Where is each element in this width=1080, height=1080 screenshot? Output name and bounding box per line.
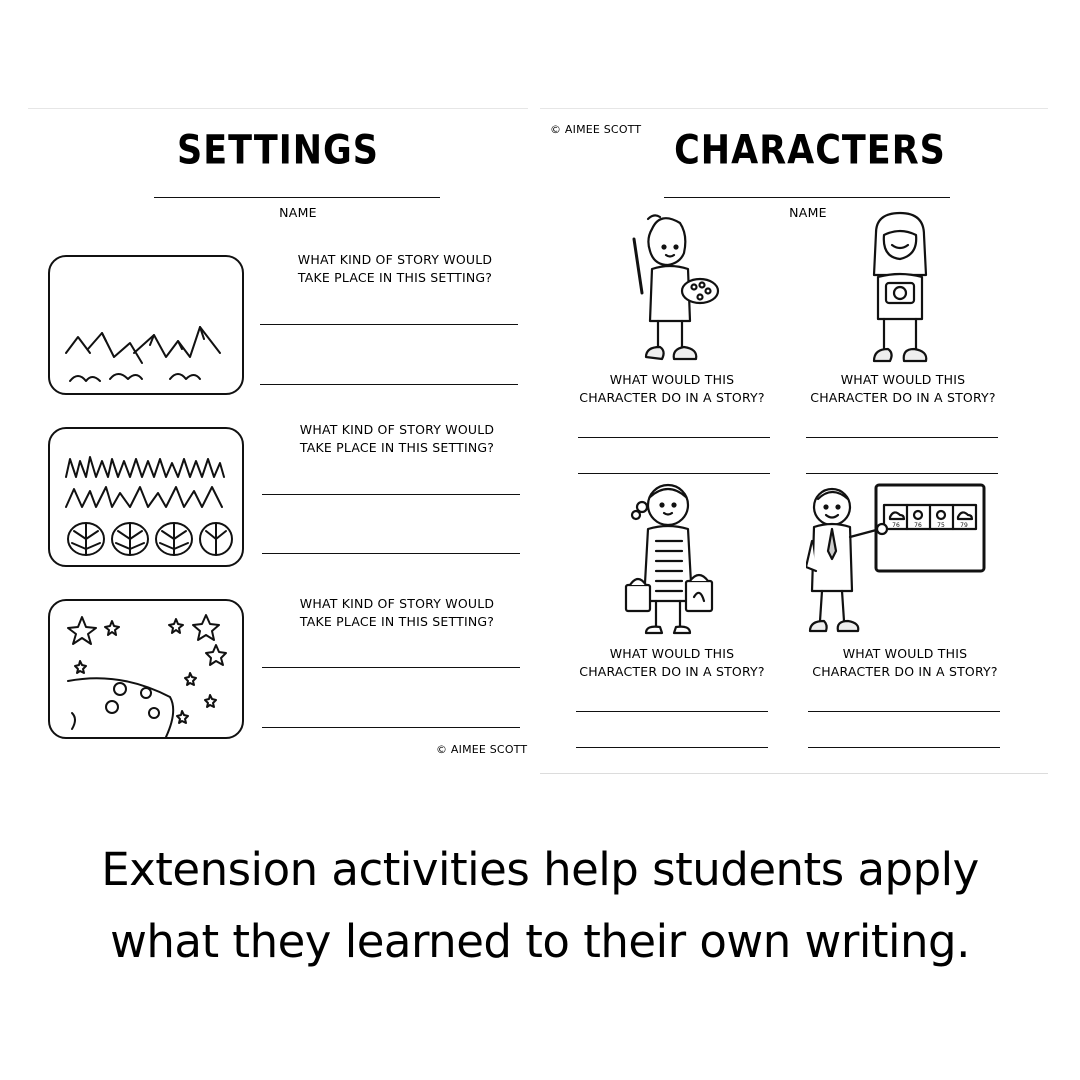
painter-girl-illustration: [612, 209, 722, 369]
question-line-1: WHAT KIND OF STORY WOULD: [299, 596, 495, 611]
answer-line: [262, 667, 520, 668]
name-line: [154, 197, 440, 198]
question-line-1: WHAT KIND OF STORY WOULD: [297, 252, 493, 267]
character-question: [560, 645, 784, 681]
painter-girl-icon: [612, 209, 722, 369]
question-line-1: WHAT WOULD THIS: [609, 372, 735, 387]
answer-line: [806, 437, 998, 438]
answer-line: [576, 711, 768, 712]
setting-question: [260, 251, 530, 287]
answer-line: [806, 473, 998, 474]
question-line-2: CHARACTER DO IN A STORY?: [579, 390, 765, 405]
weatherman-icon: [806, 481, 990, 641]
question-line-1: WHAT WOULD THIS: [842, 646, 968, 661]
question-line-2: CHARACTER DO IN A STORY?: [812, 664, 998, 679]
copyright-text: © AIMEE SCOTT: [436, 743, 528, 756]
answer-line: [262, 553, 520, 554]
photographer-girl-illustration: [848, 211, 948, 371]
question-line-1: WHAT WOULD THIS: [840, 372, 966, 387]
question-line-1: WHAT KIND OF STORY WOULD: [299, 422, 495, 437]
characters-worksheet: [540, 108, 1048, 774]
photographer-girl-icon: [848, 211, 948, 371]
forecast-value: 76: [892, 522, 900, 529]
shopper-girl-illustration: [612, 481, 724, 641]
space-icon: [50, 601, 242, 737]
setting-question: [260, 421, 534, 457]
answer-line: [576, 747, 768, 748]
characters-title: CHARACTERS: [674, 128, 946, 174]
answer-line: [808, 711, 1000, 712]
settings-title: SETTINGS: [177, 128, 379, 174]
mountains-scene: [48, 255, 244, 395]
answer-line: [262, 727, 520, 728]
answer-line: [260, 384, 518, 385]
shopper-girl-icon: [612, 481, 724, 641]
answer-line: [260, 324, 518, 325]
answer-line: [262, 494, 520, 495]
name-line: [664, 197, 950, 198]
question-line-2: CHARACTER DO IN A STORY?: [579, 664, 765, 679]
settings-worksheet: [28, 108, 528, 769]
jungle-icon: [50, 429, 242, 565]
forecast-value: 79: [960, 522, 968, 529]
setting-question: [260, 595, 534, 631]
answer-line: [808, 747, 1000, 748]
name-label: NAME: [279, 205, 317, 220]
caption-line-2: what they learned to their own writing.: [110, 915, 970, 968]
weatherman-illustration: [806, 481, 990, 641]
question-line-2: TAKE PLACE IN THIS SETTING?: [299, 614, 495, 629]
forecast-value: 75: [937, 522, 945, 529]
answer-line: [578, 437, 770, 438]
name-label: NAME: [789, 205, 827, 220]
question-line-1: WHAT WOULD THIS: [609, 646, 735, 661]
character-question: [792, 645, 1018, 681]
jungle-scene: [48, 427, 244, 567]
question-line-2: TAKE PLACE IN THIS SETTING?: [297, 270, 493, 285]
copyright-text: © AIMEE SCOTT: [550, 123, 642, 136]
character-question: [790, 371, 1016, 407]
question-line-2: TAKE PLACE IN THIS SETTING?: [299, 440, 495, 455]
mountains-icon: [50, 257, 242, 393]
question-line-2: CHARACTER DO IN A STORY?: [810, 390, 996, 405]
caption-line-1: Extension activities help students apply: [101, 843, 979, 896]
space-scene: [48, 599, 244, 739]
answer-line: [578, 473, 770, 474]
forecast-value: 76: [914, 522, 922, 529]
character-question: [560, 371, 784, 407]
